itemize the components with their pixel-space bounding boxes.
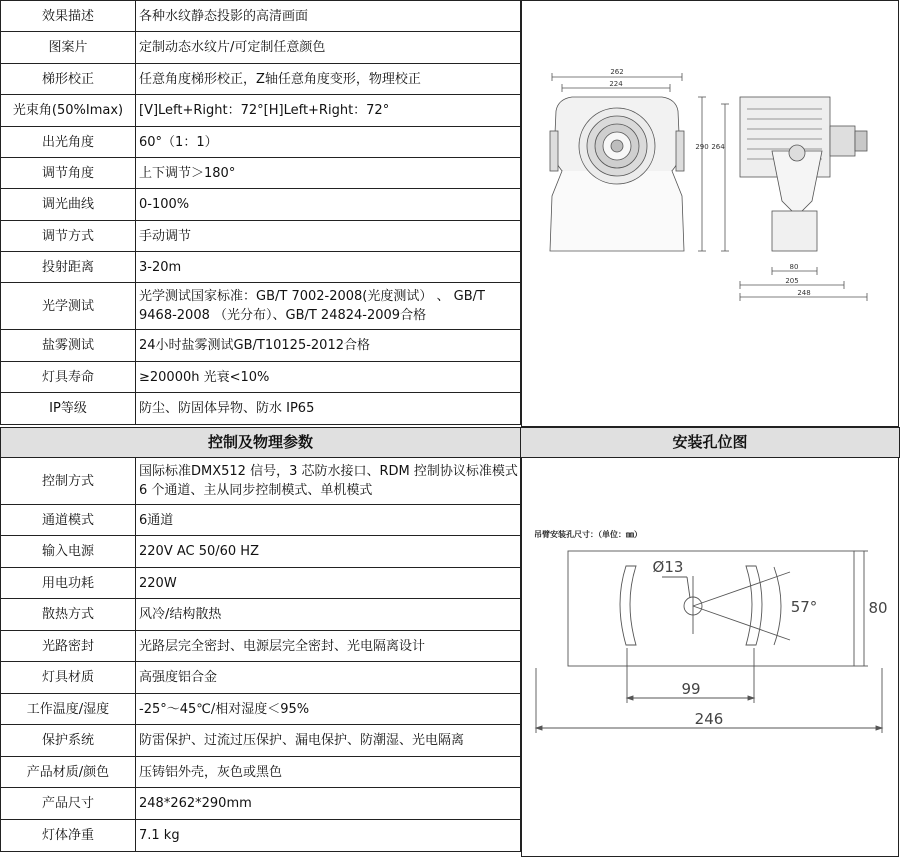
spec-value: 光学测试国家标准：GB/T 7002-2008(光度测试） 、 GB/T 9468-2008 （光分布）、GB/T 24824-2009合格 (135, 282, 521, 330)
dim-height-2: 264 (711, 143, 725, 151)
spec-label: 盐雾测试 (0, 329, 136, 362)
mounting-section-header: 安装孔位图 (520, 427, 900, 458)
mounting-spacing-label: 99 (681, 680, 701, 698)
spec-label: 效果描述 (0, 0, 136, 32)
spec-label: 出光角度 (0, 126, 136, 158)
dim-depth-base: 80 (789, 263, 799, 271)
control-section-header: 控制及物理参数 (0, 427, 521, 458)
spec-label: 调节角度 (0, 157, 136, 189)
spec-label: IP等级 (0, 392, 136, 425)
mounting-height-label: 80 (868, 599, 888, 617)
spec-value: 防雷保护、过流过压保护、漏电保护、防潮湿、光电隔离 (135, 724, 521, 757)
product-drawing-panel (521, 0, 899, 427)
spec-value: 上下调节＞180° (135, 157, 521, 189)
spec-value: 定制动态水纹片/可定制任意颜色 (135, 31, 521, 64)
dim-depth-total: 248 (797, 289, 811, 297)
spec-value: -25°～45℃/相对湿度＜95% (135, 693, 521, 725)
spec-value: 248*262*290mm (135, 787, 521, 820)
spec-value: [V]Left+Right：72°[H]Left+Right：72° (135, 94, 521, 127)
spec-label: 调节方式 (0, 220, 136, 252)
spec-label: 控制方式 (0, 457, 136, 505)
spec-value: 220W (135, 567, 521, 599)
mounting-hole-label: Ø13 (652, 558, 684, 576)
spec-label: 光学测试 (0, 282, 136, 330)
spec-value: 压铸铝外壳，灰色或黑色 (135, 756, 521, 788)
spec-label: 产品材质/颜色 (0, 756, 136, 788)
spec-value: 光路层完全密封、电源层完全密封、光电隔离设计 (135, 630, 521, 662)
spec-label: 输入电源 (0, 535, 136, 568)
spec-label: 灯具材质 (0, 661, 136, 694)
spec-label: 散热方式 (0, 598, 136, 631)
spec-value: 0-100% (135, 188, 521, 221)
spec-label: 工作温度/湿度 (0, 693, 136, 725)
mounting-hole-drawing (522, 458, 900, 857)
mounting-angle-label: 57° (790, 598, 818, 616)
spec-label: 通道模式 (0, 504, 136, 536)
mounting-title: 吊臂安装孔尺寸：（单位：㎜） (534, 530, 642, 539)
spec-value: 防尘、防固体异物、防水 IP65 (135, 392, 521, 425)
spec-value: 各种水纹静态投影的高清画面 (135, 0, 521, 32)
spec-label: 产品尺寸 (0, 787, 136, 820)
spec-label: 灯体净重 (0, 819, 136, 852)
spec-label: 灯具寿命 (0, 361, 136, 393)
spec-label: 投射距离 (0, 251, 136, 283)
spec-label: 图案片 (0, 31, 136, 64)
dim-width-inner: 224 (609, 80, 623, 88)
dim-depth-mid: 205 (785, 277, 799, 285)
spec-value: 3-20m (135, 251, 521, 283)
spec-label: 用电功耗 (0, 567, 136, 599)
mounting-drawing-panel (521, 457, 899, 857)
spec-label: 光束角(50%Imax) (0, 94, 136, 127)
spec-value: 6通道 (135, 504, 521, 536)
dim-height-1: 290 (695, 143, 709, 151)
spec-value: 风冷/结构散热 (135, 598, 521, 631)
spec-value: 60°（1：1） (135, 126, 521, 158)
spec-value: 220V AC 50/60 HZ (135, 535, 521, 568)
spec-label: 光路密封 (0, 630, 136, 662)
dim-width-outer: 262 (610, 68, 624, 76)
spec-value: 7.1 kg (135, 819, 521, 852)
mounting-width-label: 246 (694, 710, 724, 728)
spec-value: 高强度铝合金 (135, 661, 521, 694)
spec-value: 24小时盐雾测试GB/T10125-2012合格 (135, 329, 521, 362)
spec-label: 保护系统 (0, 724, 136, 757)
spec-value: 任意角度梯形校正，Z轴任意角度变形，物理校正 (135, 63, 521, 95)
product-dimension-drawing (522, 1, 900, 428)
spec-label: 梯形校正 (0, 63, 136, 95)
spec-value: 国际标准DMX512 信号，3 芯防水接口、RDM 控制协议标准模式6 个通道、主从同步控制模式、单机模式 (135, 457, 521, 505)
spec-label: 调光曲线 (0, 188, 136, 221)
spec-value: ≥20000h 光衰<10% (135, 361, 521, 393)
spec-value: 手动调节 (135, 220, 521, 252)
